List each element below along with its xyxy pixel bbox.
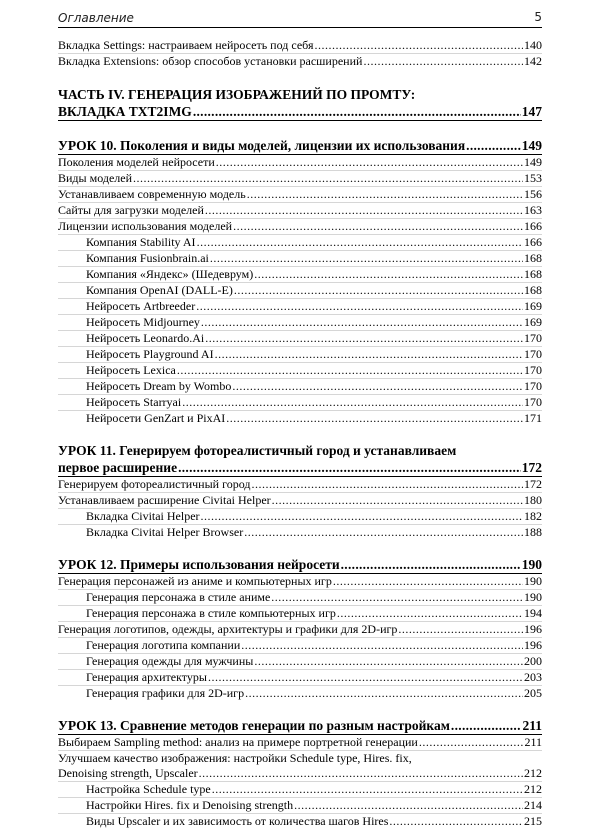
toc-subentry[interactable]: Нейросеть Artbreeder ..... 169 <box>58 299 542 315</box>
toc-entry[interactable]: Сайты для загрузки моделей ..... 163 <box>58 203 542 219</box>
toc-subentry[interactable]: Генерация архитектуры ..... 203 <box>58 670 542 686</box>
toc-lesson-heading[interactable]: УРОК 12. Примеры использования нейросети ..... 190 <box>58 556 542 574</box>
toc-subentry[interactable]: Нейросети GenZart и PixAI ..... 171 <box>58 411 542 426</box>
toc-subentry[interactable]: Генерация одежды для мужчины ..... 200 <box>58 654 542 670</box>
toc-subentry[interactable]: Генерация персонажа в стиле компьютерных игр ..... 194 <box>58 606 542 622</box>
toc-subentry[interactable]: Компания Stability AI ..... 166 <box>58 235 542 251</box>
toc-entry[interactable]: Лицензии использования моделей ..... 166 <box>58 219 542 235</box>
toc-subentry[interactable]: Нейросеть Midjourney ..... 169 <box>58 315 542 331</box>
toc-entry[interactable]: Выбираем Sampling method: анализ на примере портретной генерации ..... 211 <box>58 735 542 751</box>
toc-subentry[interactable]: Генерация логотипа компании ..... 196 <box>58 638 542 654</box>
toc-lesson-heading[interactable]: УРОК 10. Поколения и виды моделей, лицензии их использования ..... 149 <box>58 137 542 155</box>
toc-entry[interactable]: Устанавливаем расширение Civitai Helper ..... 180 <box>58 493 542 509</box>
toc-subentry[interactable]: Генерация персонажа в стиле аниме ..... 190 <box>58 590 542 606</box>
toc-entry[interactable]: Генерация логотипов, одежды, архитектуры и графики для 2D-игр ..... 196 <box>58 622 542 638</box>
toc-entry[interactable]: Поколения моделей нейросети ..... 149 <box>58 155 542 171</box>
toc-subentry[interactable]: Виды Upscaler и их зависимость от количества шагов Hires ..... 215 <box>58 814 542 829</box>
toc-subentry[interactable]: Вкладка Civitai Helper ..... 182 <box>58 509 542 525</box>
toc-entry[interactable]: Вкладка Settings: настраиваем нейросеть под себя ..... 140 <box>58 38 542 54</box>
toc-entry[interactable]: Denoising strength, Upscaler ..... 212 <box>58 766 542 782</box>
toc-entry[interactable]: Генерация персонажей из аниме и компьютерных игр ..... 190 <box>58 574 542 590</box>
toc-entry[interactable]: Виды моделей ..... 153 <box>58 171 542 187</box>
toc-subentry[interactable]: Нейросеть Starryai ..... 170 <box>58 395 542 411</box>
page-header <box>58 7 542 28</box>
toc-entry[interactable]: Вкладка Extensions: обзор способов установки расширений ..... 142 <box>58 54 542 69</box>
toc-entry[interactable]: Устанавливаем современную модель ..... 156 <box>58 187 542 203</box>
toc-subentry[interactable]: Нейросеть Lexica ..... 170 <box>58 363 542 379</box>
toc-subentry[interactable]: Нейросеть Leonardo.Ai ..... 170 <box>58 331 542 347</box>
toc-entry[interactable]: Генерируем фотореалистичный город ..... 172 <box>58 477 542 493</box>
toc-lesson-heading[interactable]: УРОК 13. Сравнение методов генерации по разным настройкам ..... 211 <box>58 717 542 735</box>
toc-subentry[interactable]: Нейросеть Playground AI ..... 170 <box>58 347 542 363</box>
toc-subentry[interactable]: Генерация графики для 2D-игр ..... 205 <box>58 686 542 701</box>
toc-subentry[interactable]: Настройки Hires. fix и Denoising strength ..... 214 <box>58 798 542 814</box>
toc-subentry[interactable]: Компания Fusionbrain.ai ..... 168 <box>58 251 542 267</box>
table-of-contents <box>58 38 542 829</box>
toc-entry-line[interactable]: Улучшаем качество изображения: настройки Schedule type, Hires. fix, <box>58 751 412 765</box>
toc-subentry[interactable]: Компания «Яндекс» (Шедеврум) ..... 168 <box>58 267 542 283</box>
page-number: 5 <box>534 10 542 24</box>
toc-subentry[interactable]: Вкладка Civitai Helper Browser ..... 188 <box>58 525 542 540</box>
toc-subentry[interactable]: Нейросеть Dream by Wombo ..... 170 <box>58 379 542 395</box>
toc-lesson-heading[interactable]: УРОК 11. Генерируем фотореалистичный город и устанавливаем первое расширение ..... 172 <box>58 442 542 477</box>
running-title: Оглавление <box>58 11 134 25</box>
toc-part-heading[interactable]: ЧАСТЬ IV. ГЕНЕРАЦИЯ ИЗОБРАЖЕНИЙ ПО ПРОМТУ: ВКЛАДКА TXT2IMG ..... 147 <box>58 86 542 121</box>
toc-subentry[interactable]: Настройка Schedule type ..... 212 <box>58 782 542 798</box>
toc-subentry[interactable]: Компания OpenAI (DALL-E) ..... 168 <box>58 283 542 299</box>
